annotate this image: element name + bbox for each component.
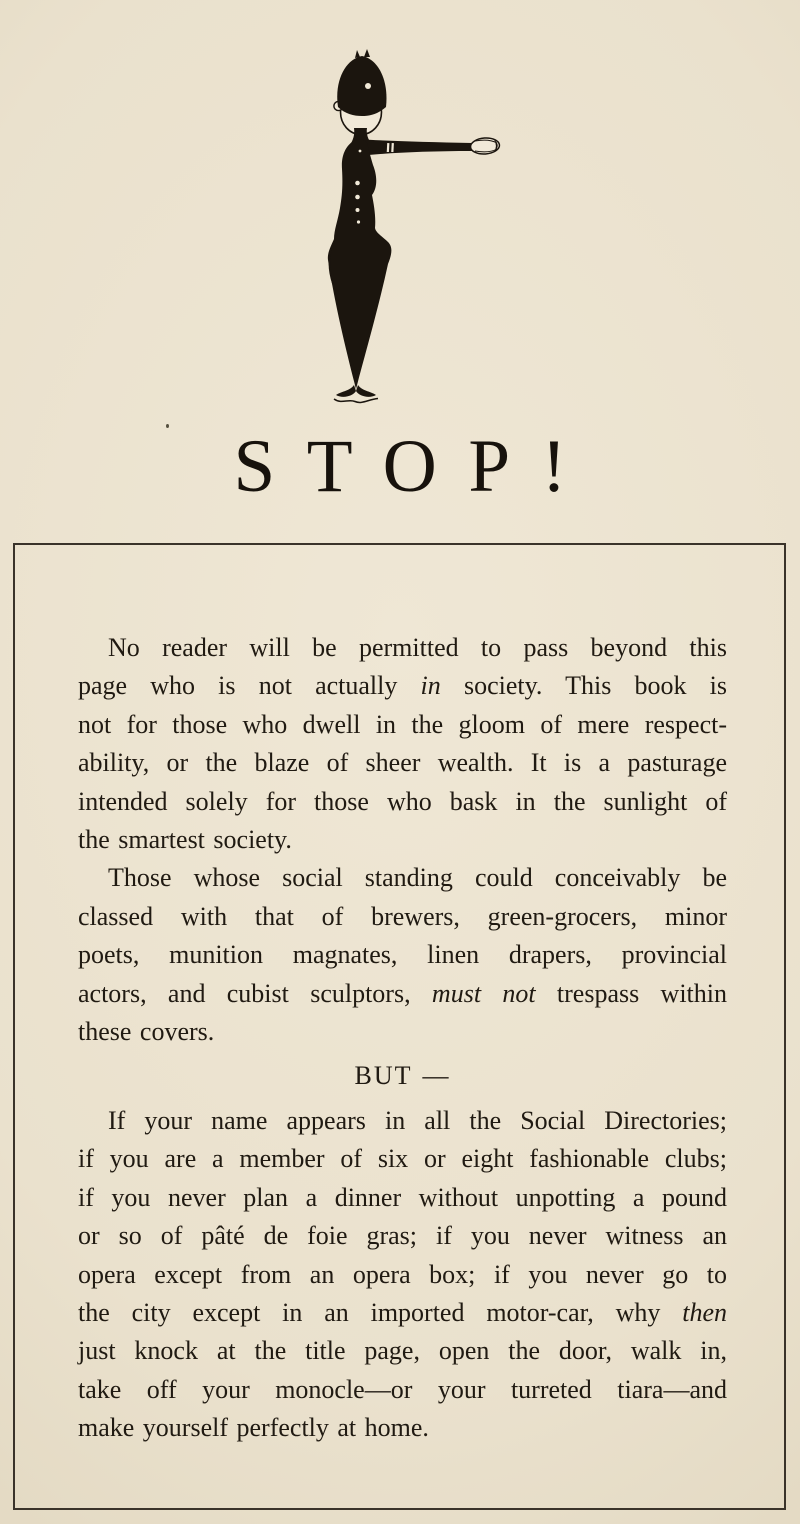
traffic-policeman-illustration bbox=[310, 48, 510, 408]
text-line: actors, and cubist sculptors, must not trespass within bbox=[78, 978, 728, 1008]
text-line: if you are a member of six or eight fashionable clubs; bbox=[78, 1144, 727, 1174]
notice-text bbox=[15, 545, 784, 1448]
text-line: No reader will be permitted to pass beyond this bbox=[108, 633, 727, 662]
text-line: just knock at the title page, open the door, walk in, bbox=[78, 1336, 727, 1366]
section-divider-label: BUT — bbox=[354, 1061, 451, 1091]
text-line: ability, or the blaze of sheer wealth. It is a pasturage bbox=[78, 748, 727, 778]
text-line: poets, munition magnates, linen drapers, provincial bbox=[78, 940, 727, 970]
text-line: the city except in an imported motor-car, why then bbox=[78, 1297, 727, 1327]
notice-box bbox=[13, 543, 786, 1510]
text-line: the smartest society. bbox=[78, 825, 292, 855]
text-line: not for those who dwell in the gloom of mere respect- bbox=[78, 709, 727, 739]
stop-heading: STOP! bbox=[233, 425, 599, 508]
text-line: If your name appears in all the Social Directories; bbox=[108, 1105, 727, 1135]
text-line: or so of pâté de foie gras; if you never witness an bbox=[78, 1221, 727, 1251]
text-line: if you never plan a dinner without unpotting a pound bbox=[78, 1182, 727, 1212]
text-line: page who is not actually in society. This book is bbox=[78, 671, 727, 701]
text-line: classed with that of brewers, green-grocers, minor bbox=[78, 901, 727, 931]
text-line: intended solely for those who bask in the sunlight of bbox=[78, 786, 727, 816]
text-line: these covers. bbox=[78, 1017, 215, 1047]
text-line: opera except from an opera box; if you never go to bbox=[78, 1259, 727, 1289]
text-line: Those whose social standing could conceivably be bbox=[108, 863, 727, 893]
paper-speck bbox=[166, 424, 169, 428]
text-line: take off your monocle—or your turreted tiara—and bbox=[78, 1374, 727, 1404]
halt-figure-icon bbox=[328, 49, 500, 402]
text-line: make yourself perfectly at home. bbox=[78, 1413, 429, 1443]
